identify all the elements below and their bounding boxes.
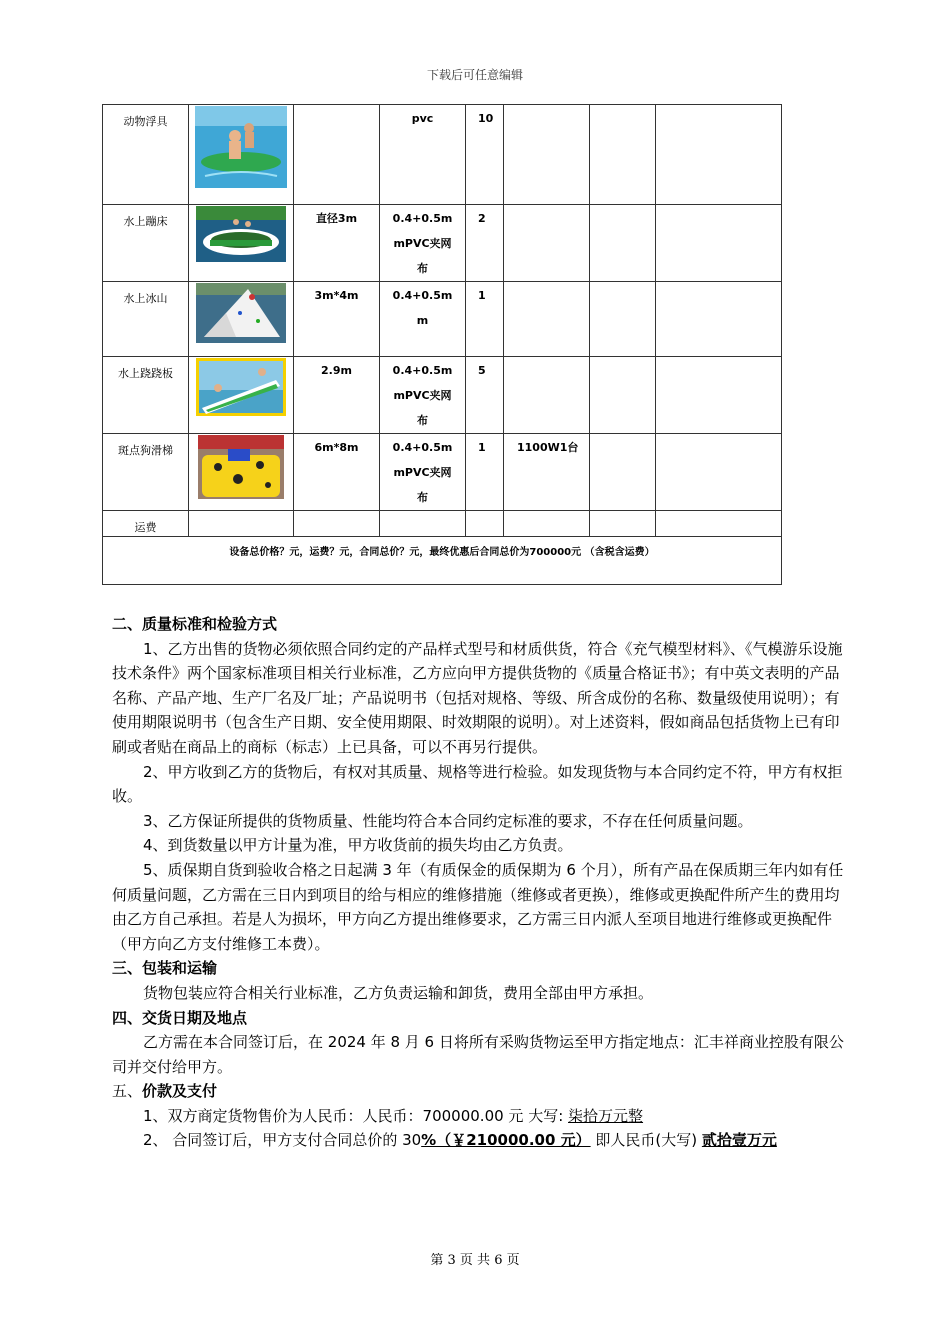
product-quantity: 10: [466, 105, 504, 205]
total-price-note: 设备总价格？元，运费？元，合同总价？元，最终优惠后合同总价为700000元 （含税含运费）: [103, 537, 782, 585]
product-spec: 3m*4m: [294, 282, 380, 357]
product-quantity: 2: [466, 205, 504, 282]
section-3-paragraph-1: 货物包装应符合相关行业标准，乙方负责运输和卸货，费用全部由甲方承担。: [143, 983, 654, 1002]
material-line: 布: [417, 491, 428, 504]
product-power: [504, 282, 590, 357]
product-photo: [189, 434, 294, 511]
material-line: 布: [417, 414, 428, 427]
price-in-words: 柒拾万元整: [568, 1106, 644, 1125]
product-photo: [189, 105, 294, 205]
page-footer: 第 3 页 共 6 页: [430, 1253, 520, 1268]
section-5-title: [112, 1079, 852, 1104]
product-spec: 2.9m: [294, 357, 380, 434]
page-header: 下载后可任意编辑: [426, 68, 523, 82]
material-line: m: [416, 314, 429, 327]
section-4-title: 四、交货日期及地点: [112, 1008, 248, 1027]
section-2-paragraph-5: 5、质保期自货到验收合格之日起满 3 年（有质保金的质保期为 6 个月），所有产品在保质期三年内如有任何质量问题，乙方需在三日内到项目的给与相应的维修措施（维修或者更换），维修或更换配件所产生的费用均由乙方自己承担。若是人为损坏，甲方向乙方提出维修要求，乙方需三日内派人至项目地进行维修或更换配件（甲方向乙方支付维修工本费）。: [112, 860, 844, 953]
contract-body: [112, 612, 852, 1153]
table-row: [103, 434, 782, 511]
material-line: mPVC夹网: [393, 389, 452, 402]
product-material: [380, 105, 466, 205]
material-line: 0.4+0.5m: [392, 289, 453, 302]
product-power: [504, 357, 590, 434]
section-2-paragraph-1: 1、乙方出售的货物必须依照合同约定的产品样式型号和材质供货，符合《充气模型材料》、《气模游乐设施技术条件》两个国家标准项目相关行业标准，乙方应向甲方提供货物的《质量合格证书》；有中英文表明的产品名称、产品产地、生产厂名及厂址；产品说明书（包括对规格、等级、所含成份的名称、数量级使用说明）；有使用期限说明书（包含生产日期、安全使用期限、时效期限的说明）。对上述资料，假如商品包括货物上已有印刷或者贴在商品上的商标（标志）上已具备，可以不再另行提供。: [112, 639, 843, 756]
material-line: mPVC夹网: [393, 466, 452, 479]
section-5-number: 五、: [112, 1082, 143, 1101]
product-name: 水上冰山: [103, 282, 189, 357]
product-material: [380, 282, 466, 357]
total-row: [103, 537, 782, 585]
material-line: pvc: [411, 112, 434, 125]
section-3-title: 三、包装和运输: [112, 959, 218, 978]
product-quantity: 1: [466, 434, 504, 511]
table-row: [103, 105, 782, 205]
deposit-amount: %（￥210000.00 元）: [421, 1131, 591, 1150]
product-photo: [189, 282, 294, 357]
material-line: 0.4+0.5m: [392, 364, 453, 377]
table-row: [103, 205, 782, 282]
section-2-paragraph-2: 2、甲方收到乙方的货物后，有权对其质量、规格等进行检验。如发现货物与本合同约定不符，甲方有权拒收。: [112, 762, 843, 806]
product-spec: 直径3m: [294, 205, 380, 282]
section-5-paragraph-2: 2、 合同签订后，甲方支付合同总价的 30%（￥210000.00 元） 即人民币(大写) 贰拾壹万元: [143, 1131, 777, 1150]
product-name: 水上蹦床: [103, 205, 189, 282]
deposit-in-words: 贰拾壹万元: [701, 1131, 777, 1150]
section-2-paragraph-3: 3、乙方保证所提供的货物质量、性能均符合本合同约定标准的要求，不存在任何质量问题。: [143, 811, 753, 830]
product-photo: [189, 357, 294, 434]
product-name: 斑点狗滑梯: [103, 434, 189, 511]
table-row: [103, 357, 782, 434]
section-2-title: 二、质量标准和检验方式: [112, 615, 278, 633]
material-line: mPVC夹网: [393, 237, 452, 250]
table-row: [103, 282, 782, 357]
equipment-table: [102, 104, 782, 585]
product-quantity: 5: [466, 357, 504, 434]
product-power: [504, 105, 590, 205]
product-material: [380, 205, 466, 282]
product-material: [380, 434, 466, 511]
product-material: [380, 357, 466, 434]
material-line: 布: [417, 262, 428, 275]
material-line: 0.4+0.5m: [392, 212, 453, 225]
section-5-paragraph-1: 1、双方商定货物售价为人民币：人民币：700000.00 元 大写: 柒拾万元整: [143, 1106, 644, 1125]
section-5-heading: 价款及支付: [142, 1082, 218, 1101]
freight-label: 运费: [103, 511, 189, 537]
product-spec: 6m*8m: [294, 434, 380, 511]
freight-row: [103, 511, 782, 537]
product-photo: [189, 205, 294, 282]
product-power: [504, 205, 590, 282]
product-name: 水上跷跷板: [103, 357, 189, 434]
material-line: 0.4+0.5m: [392, 441, 453, 454]
section-2-paragraph-4: 4、到货数量以甲方计量为准，甲方收货前的损失均由乙方负责。: [143, 836, 573, 855]
product-quantity: 1: [466, 282, 504, 357]
product-power: 1100W1台: [504, 434, 590, 511]
product-name: 动物浮具: [103, 105, 189, 205]
section-4-paragraph-1: 乙方需在本合同签订后，在 2024 年 8 月 6 日将所有采购货物运至甲方指定地点：汇丰祥商业控股有限公司并交付给甲方。: [112, 1033, 844, 1076]
product-spec: [294, 105, 380, 205]
